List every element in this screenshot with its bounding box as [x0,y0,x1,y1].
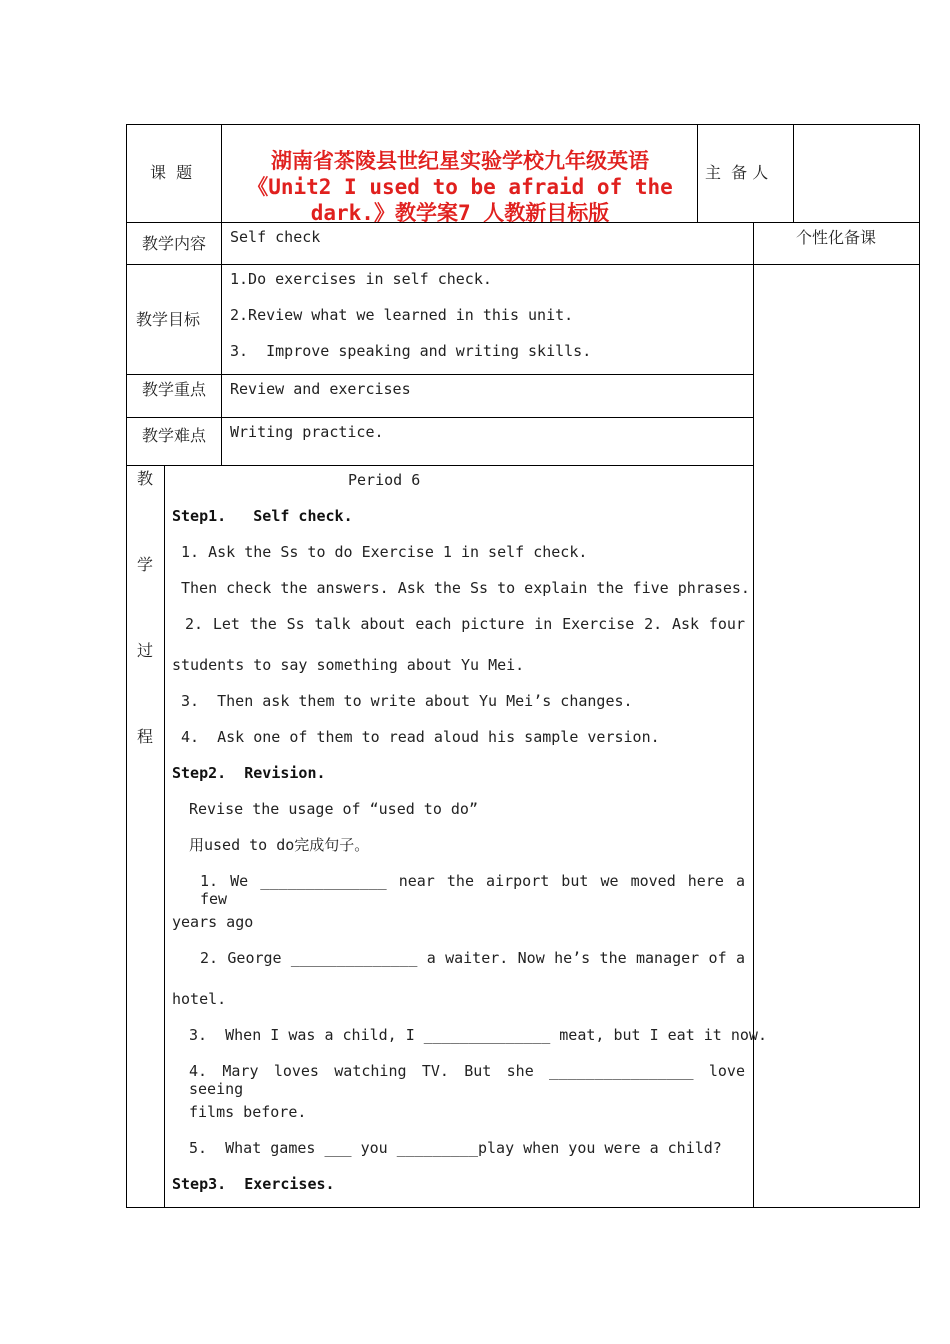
preparer-label: 主 备 人 [705,163,769,182]
title-line-2: 《Unit2 I used to be afraid of the [247,175,673,199]
step2-heading: Step2. Revision. [172,764,326,782]
objective-item: 2.Review what we learned in this unit. [230,306,574,324]
preparer-value-cell [793,124,920,223]
process-label-char: 教 [137,469,154,488]
exercise-item: 3. When I was a child, I ______________ meat, but I eat it now. [189,1026,767,1044]
personal-prep-label: 个性化备课 [796,228,877,247]
exercise-item: 2. George ______________ a waiter. Now he’s the manager of a [200,949,745,967]
step1-line: Then check the answers. Ask the Ss to explain the five phrases. [181,579,750,597]
exercise-item: 1. We ______________ near the airport but we moved here a few [200,872,745,908]
difficulty-value: Writing practice. [230,423,384,441]
content-label: 教学内容 [142,234,207,253]
process-label-char: 学 [137,555,154,574]
step1-line: students to say something about Yu Mei. [172,656,525,674]
personal-prep-column [753,264,920,1208]
step1-line: 2. Let the Ss talk about each picture in Exercise 2. Ask four [185,615,745,633]
exercise-item: films before. [189,1103,307,1121]
step1-heading: Step1. Self check. [172,507,353,525]
difficulty-label: 教学难点 [142,426,207,445]
exercise-item: hotel. [172,990,227,1008]
content-value: Self check [230,228,321,246]
process-label-char: 过 [137,641,154,660]
title-line-1: 湖南省茶陵县世纪星实验学校九年级英语 [271,149,649,173]
focus-value: Review and exercises [230,380,411,398]
period-heading: Period 6 [348,471,421,489]
objective-item: 3. Improve speaking and writing skills. [230,342,592,360]
step3-heading: Step3. Exercises. [172,1175,335,1193]
focus-label: 教学重点 [142,380,207,399]
step1-line: 3. Then ask them to write about Yu Mei’s changes. [181,692,633,710]
exercise-item: years ago [172,913,254,931]
exercise-item: 4. Mary loves watching TV. But she ________________ love seeing [189,1062,745,1098]
step1-line: 1. Ask the Ss to do Exercise 1 in self check. [181,543,588,561]
revise-line: Revise the usage of “used to do” [189,800,478,818]
step1-line: 4. Ask one of them to read aloud his sample version. [181,728,660,746]
exercise-instruction: 用used to do完成句子。 [189,836,370,854]
process-label-char: 程 [137,727,154,746]
objectives-label: 教学目标 [136,310,201,329]
objective-item: 1.Do exercises in self check. [230,270,492,288]
exercise-item: 5. What games ___ you _________play when you were a child? [189,1139,722,1157]
topic-label: 课 题 [150,163,193,182]
document-title [230,148,690,226]
process-label-cell [126,465,165,1208]
title-line-3: dark.》教学案7 人教新目标版 [310,201,610,225]
